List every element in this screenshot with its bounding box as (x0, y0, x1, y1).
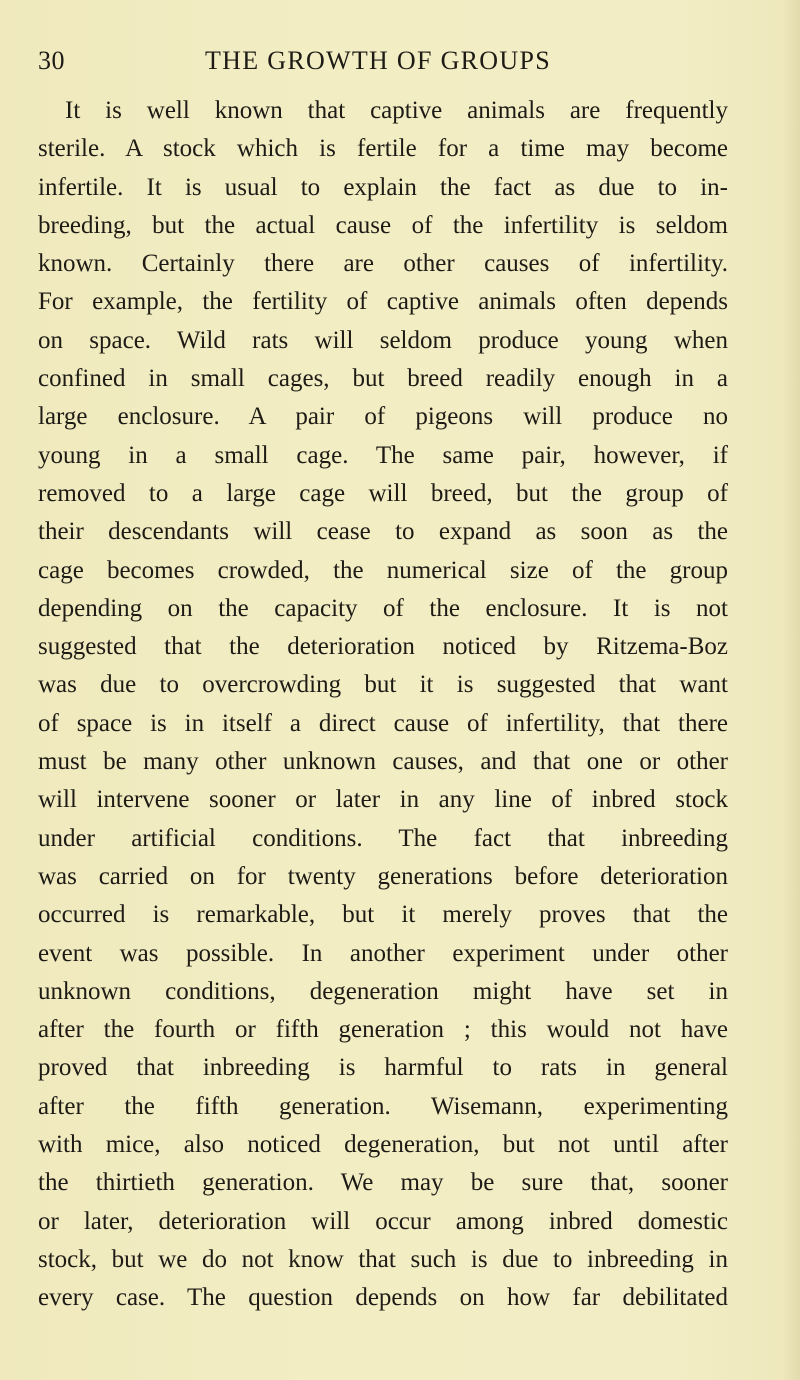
text-line: must be many other unknown causes, and that one or other (38, 748, 728, 776)
text-line: was carried on for twenty generations before deterioration (38, 862, 728, 890)
body-text (38, 92, 728, 1318)
text-line: their descendants will cease to expand as soon as the (38, 518, 728, 546)
text-line: cage becomes crowded, the numerical size of the group (38, 556, 728, 584)
text-line: with mice, also noticed degeneration, but not until after (38, 1131, 728, 1159)
text-line: unknown conditions, degeneration might have set in (38, 977, 728, 1005)
text-line: will intervene sooner or later in any line of inbred stock (38, 786, 728, 814)
text-line: after the fifth generation. Wisemann, experimenting (38, 1092, 728, 1120)
text-line: For example, the fertility of captive animals often depends (38, 288, 728, 316)
text-line: depending on the capacity of the enclosure. It is not (38, 594, 728, 622)
text-line: proved that inbreeding is harmful to rats in general (38, 1054, 728, 1082)
text-line: on space. Wild rats will seldom produce young when (38, 326, 728, 354)
text-line: the thirtieth generation. We may be sure that, sooner (38, 1169, 728, 1197)
text-line: was due to overcrowding but it is suggested that want (38, 671, 728, 699)
text-line: occurred is remarkable, but it merely proves that the (38, 901, 728, 929)
text-line: of space is in itself a direct cause of infertility, that there (38, 709, 728, 737)
text-line: stock, but we do not know that such is due to inbreeding in (38, 1245, 728, 1273)
text-line: breeding, but the actual cause of the infertility is seldom (38, 211, 728, 239)
text-line: infertile. It is usual to explain the fact as due to in- (38, 173, 728, 201)
running-head: THE GROWTH OF GROUPS (205, 46, 551, 75)
text-line: event was possible. In another experiment under other (38, 939, 728, 967)
text-line: known. Certainly there are other causes of infertility. (38, 250, 728, 278)
text-line: confined in small cages, but breed readily enough in a (38, 365, 728, 393)
text-line: removed to a large cage will breed, but the group of (38, 479, 728, 507)
text-line: suggested that the deterioration noticed by Ritzema-Boz (38, 633, 728, 661)
page-number: 30 (38, 46, 65, 75)
text-line: under artificial conditions. The fact that inbreeding (38, 824, 728, 852)
text-line: large enclosure. A pair of pigeons will produce no (38, 403, 728, 431)
text-line: every case. The question depends on how far debilitated (38, 1284, 728, 1312)
text-line: sterile. A stock which is fertile for a time may become (38, 135, 728, 163)
text-line: after the fourth or fifth generation ; this would not have (38, 1016, 728, 1044)
text-line: or later, deterioration will occur among inbred domestic (38, 1207, 728, 1235)
page-edge-shadow (782, 0, 800, 1380)
text-line: It is well known that captive animals are frequently (65, 97, 728, 124)
page-header (38, 46, 658, 86)
text-line: young in a small cage. The same pair, however, if (38, 441, 728, 469)
